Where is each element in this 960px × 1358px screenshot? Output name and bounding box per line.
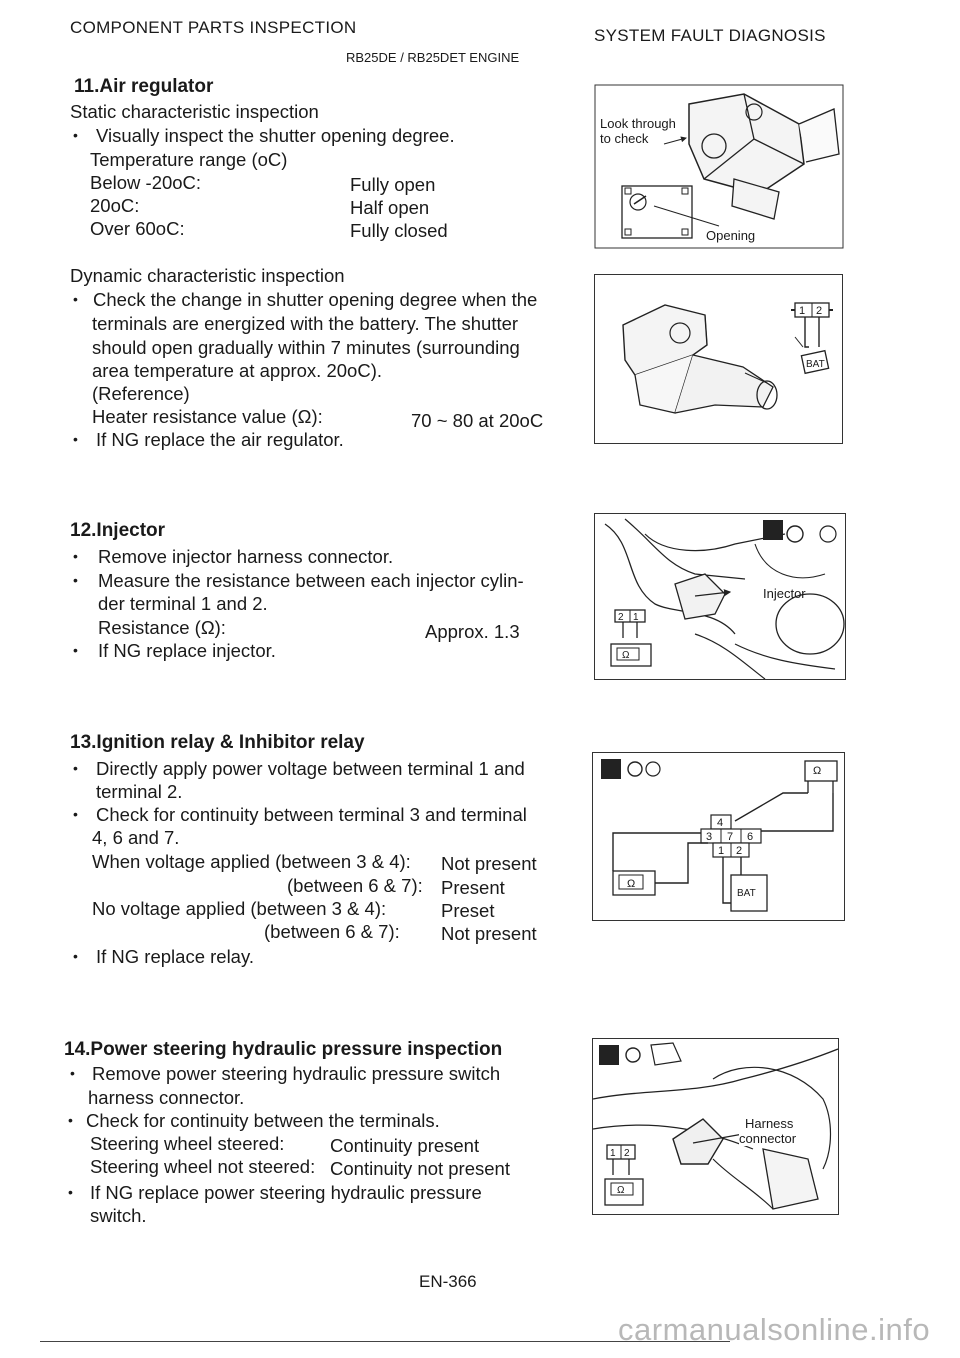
bullet-text: 4, 6 and 7. (92, 827, 180, 848)
relay-row-label: When voltage applied (between 3 & 4): (92, 851, 411, 872)
section-title-air-regulator: 11.Air regulator (74, 76, 214, 97)
bullet: • (73, 760, 78, 776)
terminal-1: 1 (633, 612, 639, 623)
ng-text: If NG replace relay. (96, 946, 254, 967)
resistance-value: Approx. 1.3 (425, 621, 520, 642)
bullet: • (73, 291, 78, 307)
ng-text: If NG replace the air regulator. (96, 429, 344, 450)
terminal-4: 4 (717, 817, 724, 829)
terminal-2: 2 (624, 1148, 630, 1159)
relay-row-label: (between 6 & 7): (287, 875, 423, 896)
temp-row-value: Half open (350, 197, 430, 218)
terminal-1: 1 (718, 845, 725, 857)
bullet-text: harness connector. (88, 1087, 245, 1108)
figure-power-steering (592, 1038, 839, 1215)
figure-air-regulator-heater (594, 274, 843, 444)
dynamic-heading: Dynamic characteristic inspection (70, 265, 345, 286)
ps-drawing (593, 1039, 838, 1214)
air-regulator-drawing (594, 84, 844, 249)
ps-row-value: Continuity present (330, 1135, 480, 1156)
terminal-6: 6 (747, 831, 754, 843)
resistance-label: Resistance (Ω): (98, 617, 226, 638)
ps-row-value: Continuity not present (330, 1158, 510, 1179)
terminal-7: 7 (727, 831, 734, 843)
temp-row-value: Fully open (350, 174, 436, 195)
ohmmeter-symbol: Ω (617, 1185, 625, 1196)
bullet-text: Directly apply power voltage between terminal 1 and (96, 758, 525, 779)
ohmmeter-symbol: Ω (813, 765, 822, 777)
ng-text: If NG replace power steering hydraulic pressure (90, 1182, 482, 1203)
relay-drawing (593, 753, 844, 920)
temp-row-label: Below -20oC: (90, 172, 202, 193)
relay-row-label: (between 6 & 7): (264, 921, 400, 942)
bullet: • (73, 948, 78, 964)
bullet: • (73, 431, 78, 447)
dyn-line: terminals are energized with the battery. The shutter (92, 313, 519, 334)
section-title-injector: 12.Injector (70, 520, 166, 541)
dyn-line: should open gradually within 7 minutes (surrounding (92, 337, 520, 358)
bullet-text: der terminal 1 and 2. (98, 593, 268, 614)
terminal-2: 2 (618, 612, 624, 623)
bullet: • (73, 642, 78, 658)
figure-injector (594, 513, 846, 680)
bullet-text: Check for continuity between terminal 3 and terminal (96, 804, 527, 825)
terminal-3: 3 (706, 831, 713, 843)
relay-row-label: No voltage applied (between 3 & 4): (92, 898, 387, 919)
relay-row-value: Not present (441, 923, 537, 944)
ng-text: switch. (90, 1205, 147, 1226)
heater-drawing (595, 275, 842, 443)
bullet: • (70, 1065, 75, 1081)
header-right: SYSTEM FAULT DIAGNOSIS (594, 26, 826, 45)
figure-relay-circuit (592, 752, 845, 921)
temp-row-label: 20oC: (90, 195, 140, 216)
static-heading: Static characteristic inspection (70, 101, 319, 122)
terminal-2: 2 (736, 845, 743, 857)
injector-drawing (595, 514, 845, 679)
bullet: • (73, 572, 78, 588)
bullet-text: Remove injector harness connector. (98, 546, 394, 567)
section-title-relay: 13.Ignition relay & Inhibitor relay (70, 732, 365, 753)
bullet-text: Visually inspect the shutter opening degree. (96, 125, 455, 146)
engine-label: RB25DE / RB25DET ENGINE (346, 50, 520, 65)
battery-label: BAT (806, 359, 825, 370)
label-opening: Opening (706, 228, 756, 243)
header-left: COMPONENT PARTS INSPECTION (70, 18, 357, 37)
bullet-text: terminal 2. (96, 781, 183, 802)
battery-label: BAT (737, 888, 756, 899)
bullet: • (73, 127, 78, 143)
label-to-check: to check (600, 131, 649, 146)
dyn-line: area temperature at approx. 20oC). (92, 360, 382, 381)
temp-range: Temperature range (oC) (90, 149, 288, 170)
figure-air-regulator-shutter (594, 84, 844, 249)
bullet: • (73, 806, 78, 822)
bullet: • (68, 1112, 73, 1128)
bullet-text: Remove power steering hydraulic pressure switch (92, 1063, 501, 1084)
bullet-text: Check for continuity between the terminals. (86, 1110, 440, 1131)
ps-row-label: Steering wheel steered: (90, 1133, 285, 1154)
ng-text: If NG replace injector. (98, 640, 276, 661)
bullet: • (68, 1184, 73, 1200)
dyn-line: Check the change in shutter opening degree when the (93, 289, 538, 310)
section-title-power-steering: 14.Power steering hydraulic pressure inspection (64, 1039, 503, 1060)
relay-row-value: Not present (441, 853, 537, 874)
temp-row-label: Over 60oC: (90, 218, 185, 239)
label-injector: Injector (763, 586, 806, 601)
relay-row-value: Present (441, 877, 505, 898)
ohmmeter-symbol: Ω (627, 878, 636, 890)
temp-row-value: Fully closed (350, 220, 448, 241)
heater-label: Heater resistance value (Ω): (92, 406, 323, 427)
label-connector: connector (739, 1131, 797, 1146)
dyn-line: (Reference) (92, 383, 190, 404)
label-harness: Harness (745, 1116, 794, 1131)
terminal-2: 2 (816, 305, 823, 317)
ps-row-label: Steering wheel not steered: (90, 1156, 316, 1177)
terminal-1: 1 (799, 305, 806, 317)
ohmmeter-symbol: Ω (622, 650, 630, 661)
watermark: carmanualsonline.info (618, 1312, 931, 1347)
page-number: EN-366 (419, 1272, 477, 1291)
bullet: • (73, 548, 78, 564)
label-look-through: Look through (600, 116, 676, 131)
terminal-1: 1 (610, 1148, 616, 1159)
relay-row-value: Preset (441, 900, 495, 921)
bullet-text: Measure the resistance between each injector cylin- (98, 570, 524, 591)
heater-value: 70 ~ 80 at 20oC (411, 410, 544, 431)
